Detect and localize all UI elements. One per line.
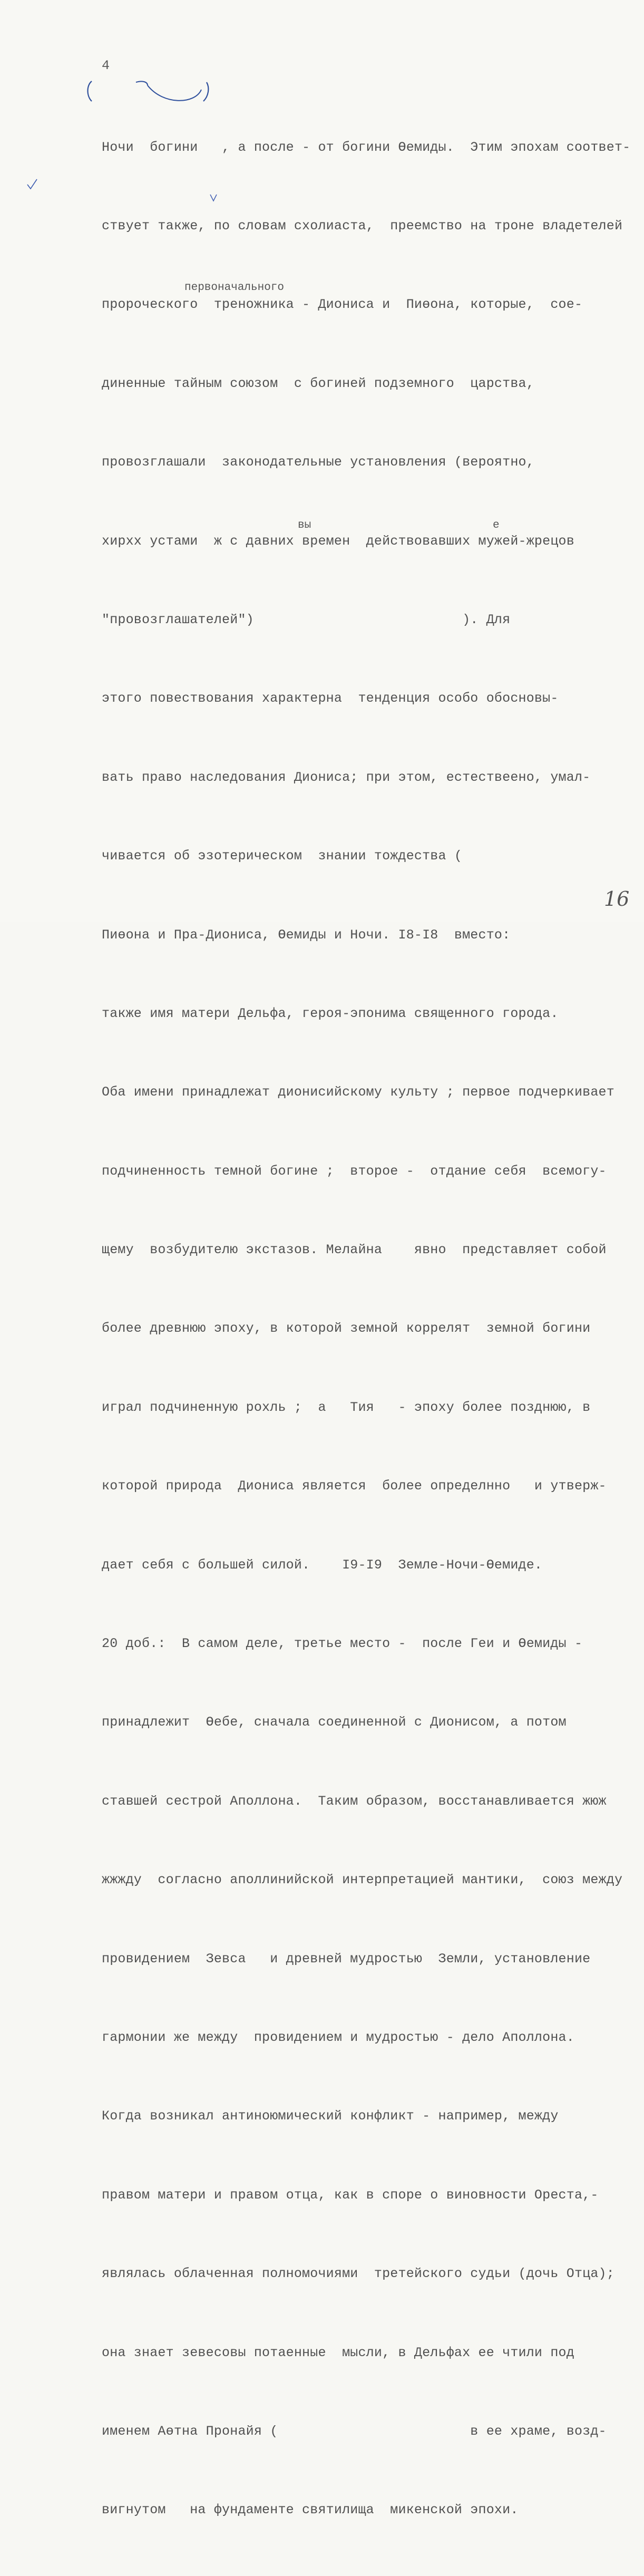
text-line: провозглашали законодательные установления (вероятно, [102,454,534,470]
text-line: диненные тайным союзом с богиней подземного царства, [102,375,534,391]
typed-text-body [102,82,629,2576]
text-line: играл подчиненную рохль ; а Тия - эпоху более позднюю, в [102,1399,591,1415]
margin-check-icon [26,178,38,190]
text-line: она знает зевесовы потаенные мысли, в Дельфах ее чтили под [102,2345,574,2360]
text-line: Пиөона и Пра-Диониса, Өемиды и Ночи. I8-I8 вместо: [102,927,511,943]
text-line: именем Аөтна Пронайя ( в ее храме, возд- [102,2423,607,2439]
text-line: жжжду согласно аполлинийской интерпретацией мантики, союз между [102,1872,623,1888]
text-line: являлась облаченная полномочиями третейского судьи (дочь Отца); [102,2266,614,2282]
text-line: вигнутом на фундаменте святилища микенской эпохи. [102,2502,519,2518]
text-line: которой природа Диониса является более определнно и утверж- [102,1478,607,1494]
text-line: дает себя с большей силой. I9-I9 Земле-Ночи-Өемиде. [102,1557,543,1573]
interlinear-insertion: первоначального [184,282,285,294]
text-line: принадлежит Өебе, сначала соединенной с Дионисом, а потом [102,1715,567,1730]
interlinear-insertion: вы [298,519,311,531]
handwritten-page-number-icon [602,885,629,911]
text-line: "провозглашателей") ). Для [102,612,511,627]
text-line: подчиненность темной богине ; второе - отдание себя всемогу- [102,1163,607,1179]
text-line: правом матери и правом отца, как в споре о виновности Ореста,- [102,2187,599,2203]
text-line: более древнюю эпоху, в которой земной коррелят земной богини [102,1321,591,1337]
text-line: ставшей сестрой Аполлона. Таким образом, восстанавливается жюж [102,1793,607,1809]
text-line: щему возбудителю экстазов. Мелайна явно представляет собой [102,1242,607,1258]
text-line: этого повествования характерна тенденция особо обосновы- [102,691,559,706]
text-line: Оба имени принадлежат дионисийскому культу ; первое подчеркивает [102,1084,614,1100]
text-line: вать право наследования Диониса; при этом, естествеено, умал- [102,769,591,785]
text-line: чивается об эзотерическом знании тождества ( [102,848,463,864]
text-line: провидением Зевса и древней мудростью Земли, установление [102,1951,591,1967]
text-line: также имя матери Дельфа, героя-эпонима священного города. [102,1005,559,1021]
text-line: 20 доб.: В самом деле, третье место - после Геи и Өемиды - [102,1636,583,1652]
text-line: xирxх устами ж с давних времен действовавших мужей-жрецов [102,533,574,549]
page-number-top: 4 [102,58,110,73]
text-line: ствует также, по словам схолиаста, преемство на троне владетелей [102,218,623,234]
text-line: гармонии же между провидением и мудростью - дело Аполлона. [102,2029,574,2045]
text-line: Ночи богини , а после - от богини Өемиды. Этим эпохам соответ- [102,139,631,155]
page-number-bottom: 16 [604,887,630,911]
interlinear-insertion: е [493,519,500,531]
text-line: Когда возникал антиноюмический конфликт - например, между [102,2108,559,2124]
text-line: пророческого треножника - Диониса и Пиөона, которые, сое- [102,297,583,313]
